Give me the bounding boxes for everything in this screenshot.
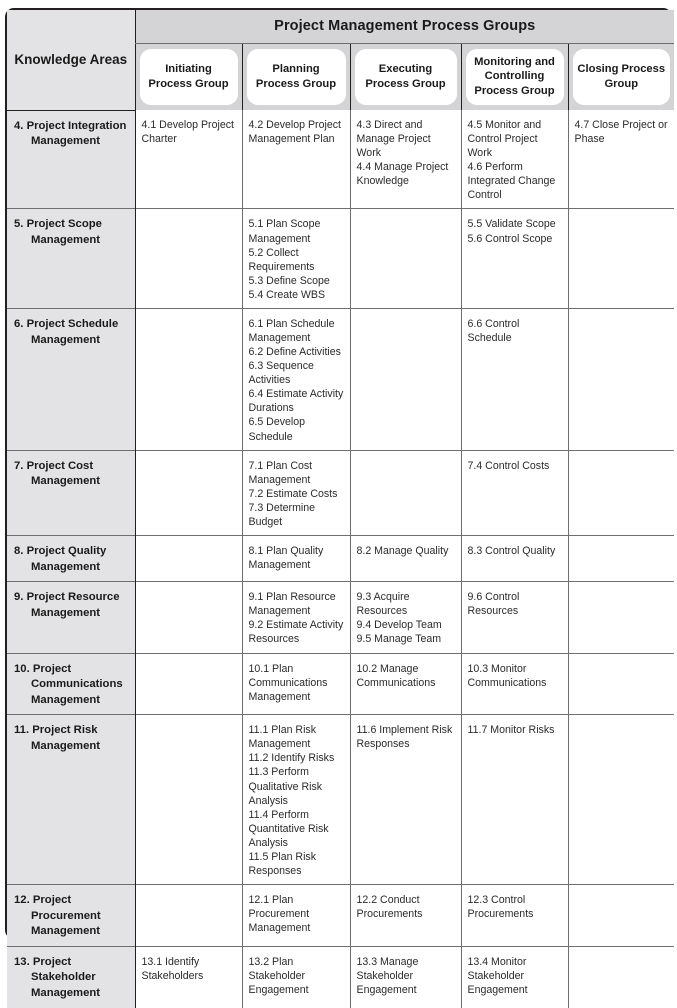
table-row — [7, 308, 674, 450]
table-row — [7, 209, 674, 308]
process-item: 5.1 Plan Scope Management — [248, 218, 321, 245]
process-cell-executing — [350, 885, 461, 947]
process-cell-closing — [568, 110, 674, 209]
process-item: 8.3 Control Quality — [467, 545, 556, 558]
process-item: 9.4 Develop Team — [356, 619, 442, 632]
table-row — [7, 715, 674, 885]
process-cell-monitoring — [461, 110, 568, 209]
knowledge-area-number: 7. — [14, 459, 24, 472]
process-cell-planning — [242, 110, 350, 209]
process-item: 6.5 Develop Schedule — [248, 416, 306, 443]
process-item: 4.5 Monitor and Control Project Work — [467, 119, 542, 160]
knowledge-area-number: 13. — [14, 955, 30, 968]
process-cell-monitoring — [461, 885, 568, 947]
process-item: 5.3 Define Scope — [248, 274, 330, 287]
process-item: 7.4 Control Costs — [467, 459, 550, 472]
process-cell-monitoring — [461, 209, 568, 308]
knowledge-area-label — [14, 119, 130, 150]
process-item: 11.3 Perform Qualitative Risk Analysis — [248, 766, 323, 807]
process-cell-planning — [242, 885, 350, 947]
process-item: 7.2 Estimate Costs — [248, 487, 338, 500]
knowledge-area-name: Project Quality Management — [26, 545, 107, 573]
process-group-card-closing: Closing Process Group — [573, 49, 671, 106]
header-title-row — [7, 10, 674, 43]
process-cell-monitoring — [461, 450, 568, 535]
process-item: 11.7 Monitor Risks — [467, 724, 555, 737]
knowledge-area-cell — [7, 110, 135, 209]
table-row — [7, 946, 674, 1007]
knowledge-areas-header: Knowledge Areas — [7, 10, 135, 110]
process-item: 5.5 Validate Scope — [467, 218, 556, 231]
process-cell-executing — [350, 110, 461, 209]
process-item: 6.3 Sequence Activities — [248, 360, 314, 387]
process-item: 12.3 Control Procurements — [467, 894, 534, 921]
process-cell-closing — [568, 653, 674, 715]
knowledge-area-name: Project Communications Management — [31, 662, 123, 706]
process-group-header-initiating — [135, 43, 242, 110]
knowledge-area-name: Project Risk Management — [31, 724, 101, 752]
knowledge-area-name: Project Resource Management — [26, 591, 120, 619]
process-group-card-executing: Executing Process Group — [355, 49, 457, 106]
process-cell-closing — [568, 209, 674, 308]
process-item: 10.1 Plan Communications Management — [248, 662, 328, 703]
process-cell-closing — [568, 715, 674, 885]
process-cell-planning — [242, 450, 350, 535]
process-cell-initiating — [135, 946, 242, 1007]
knowledge-area-number: 12. — [14, 894, 30, 907]
process-item: 13.1 Identify Stakeholders — [141, 955, 204, 982]
process-cell-monitoring — [461, 308, 568, 450]
knowledge-area-cell — [7, 582, 135, 653]
table-body — [7, 110, 674, 1008]
knowledge-area-cell — [7, 209, 135, 308]
knowledge-area-name: Project Scope Management — [26, 218, 102, 247]
process-cell-closing — [568, 450, 674, 535]
process-item: 6.1 Plan Schedule Management — [248, 317, 335, 345]
knowledge-area-name: Project Cost Management — [26, 459, 101, 488]
knowledge-area-name: Project Stakeholder Management — [31, 955, 101, 999]
knowledge-area-cell — [7, 308, 135, 450]
knowledge-area-number: 6. — [14, 317, 24, 330]
process-item: 13.4 Monitor Stakeholder Engagement — [467, 955, 528, 996]
knowledge-area-number: 8. — [14, 545, 24, 558]
process-cell-executing — [350, 582, 461, 653]
process-cell-initiating — [135, 715, 242, 885]
process-cell-monitoring — [461, 582, 568, 653]
process-cell-planning — [242, 946, 350, 1007]
process-item: 11.4 Perform Quantitative Risk Analysis — [248, 808, 329, 849]
table-row — [7, 450, 674, 535]
knowledge-area-label — [14, 723, 130, 754]
knowledge-area-label — [14, 317, 130, 348]
process-item: 4.2 Develop Project Management Plan — [248, 119, 341, 146]
process-item: 8.2 Manage Quality — [356, 545, 449, 558]
process-group-card-planning: Planning Process Group — [247, 49, 346, 106]
table-row — [7, 653, 674, 715]
process-item: 9.3 Acquire Resources — [356, 591, 410, 618]
knowledge-area-cell — [7, 946, 135, 1007]
process-item: 4.3 Direct and Manage Project Work — [356, 119, 431, 160]
knowledge-area-label — [14, 590, 130, 621]
knowledge-area-number: 5. — [14, 218, 24, 231]
table-row — [7, 110, 674, 209]
process-group-card-monitoring: Monitoring and Controlling Process Group — [466, 49, 564, 106]
process-item: 7.1 Plan Cost Management — [248, 459, 313, 486]
knowledge-area-label — [14, 893, 130, 940]
process-group-header-planning — [242, 43, 350, 110]
process-item: 11.5 Plan Risk Responses — [248, 850, 317, 878]
process-item: 8.1 Plan Quality Management — [248, 545, 324, 572]
knowledge-area-cell — [7, 536, 135, 582]
process-cell-closing — [568, 946, 674, 1007]
process-cell-initiating — [135, 582, 242, 653]
knowledge-area-name: Project Procurement Management — [31, 894, 101, 938]
process-cell-initiating — [135, 450, 242, 535]
process-cell-initiating — [135, 308, 242, 450]
process-item: 11.1 Plan Risk Management — [248, 724, 317, 751]
process-cell-monitoring — [461, 536, 568, 582]
knowledge-area-number: 4. — [14, 119, 24, 132]
process-group-matrix — [7, 10, 674, 1008]
knowledge-area-cell — [7, 885, 135, 947]
process-item: 4.1 Develop Project Charter — [141, 119, 234, 146]
process-item: 9.6 Control Resources — [467, 591, 520, 618]
process-cell-planning — [242, 582, 350, 653]
process-item: 7.3 Determine Budget — [248, 501, 316, 528]
table-header — [7, 10, 674, 110]
knowledge-area-cell — [7, 450, 135, 535]
process-cell-initiating — [135, 885, 242, 947]
process-cell-executing — [350, 715, 461, 885]
process-item: 5.6 Control Scope — [467, 232, 553, 245]
process-cell-monitoring — [461, 715, 568, 885]
process-item: 13.2 Plan Stakeholder Engagement — [248, 955, 309, 996]
knowledge-area-number: 11. — [14, 724, 30, 737]
process-cell-initiating — [135, 110, 242, 209]
process-cell-planning — [242, 653, 350, 715]
process-cell-initiating — [135, 209, 242, 308]
table-row — [7, 582, 674, 653]
knowledge-area-label — [14, 544, 130, 575]
process-group-header-monitoring — [461, 43, 568, 110]
knowledge-area-label — [14, 955, 130, 1002]
process-cell-closing — [568, 536, 674, 582]
process-item: 5.4 Create WBS — [248, 288, 326, 301]
process-cell-monitoring — [461, 653, 568, 715]
process-cell-executing — [350, 536, 461, 582]
knowledge-area-cell — [7, 715, 135, 885]
pmbok-process-groups-table — [5, 8, 672, 999]
process-item: 9.2 Estimate Activity Resources — [248, 619, 344, 646]
process-cell-planning — [242, 308, 350, 450]
process-group-header-executing — [350, 43, 461, 110]
process-cell-closing — [568, 885, 674, 947]
process-item: 11.2 Identify Risks — [248, 752, 335, 765]
process-cell-executing — [350, 450, 461, 535]
process-cell-initiating — [135, 536, 242, 582]
process-item: 6.2 Define Activities — [248, 346, 341, 359]
process-cell-planning — [242, 209, 350, 308]
process-item: 4.4 Manage Project Knowledge — [356, 161, 449, 188]
process-cell-initiating — [135, 653, 242, 715]
process-groups-title: Project Management Process Groups — [135, 10, 674, 43]
process-group-card-initiating: Initiating Process Group — [140, 49, 238, 106]
process-item: 10.2 Manage Communications — [356, 662, 436, 689]
process-cell-closing — [568, 582, 674, 653]
process-cell-executing — [350, 653, 461, 715]
process-cell-planning — [242, 536, 350, 582]
process-item: 4.7 Close Project or Phase — [574, 119, 668, 146]
process-item: 12.1 Plan Procurement Management — [248, 894, 311, 935]
knowledge-area-cell — [7, 653, 135, 715]
knowledge-area-number: 9. — [14, 591, 24, 604]
knowledge-area-name: Project Integration Management — [26, 119, 127, 148]
process-item: 6.4 Estimate Activity Durations — [248, 388, 344, 415]
process-item: 13.3 Manage Stakeholder Engagement — [356, 955, 419, 996]
table-row — [7, 536, 674, 582]
process-cell-closing — [568, 308, 674, 450]
process-cell-planning — [242, 715, 350, 885]
knowledge-area-name: Project Schedule Management — [26, 317, 119, 346]
process-item: 9.1 Plan Resource Management — [248, 591, 336, 618]
process-item: 9.5 Manage Team — [356, 633, 442, 646]
process-cell-executing — [350, 308, 461, 450]
process-item: 10.3 Monitor Communications — [467, 662, 547, 689]
process-group-header-closing — [568, 43, 674, 110]
process-item: 6.6 Control Schedule — [467, 317, 520, 345]
knowledge-area-number: 10. — [14, 662, 30, 675]
process-item: 4.6 Perform Integrated Change Control — [467, 161, 556, 202]
table-row — [7, 885, 674, 947]
process-item: 5.2 Collect Requirements — [248, 246, 315, 273]
process-cell-monitoring — [461, 946, 568, 1007]
process-item: 12.2 Conduct Procurements — [356, 894, 423, 921]
process-cell-executing — [350, 946, 461, 1007]
knowledge-area-label — [14, 459, 130, 490]
knowledge-area-label — [14, 217, 130, 248]
process-cell-executing — [350, 209, 461, 308]
knowledge-area-label — [14, 662, 130, 709]
process-item: 11.6 Implement Risk Responses — [356, 724, 453, 751]
